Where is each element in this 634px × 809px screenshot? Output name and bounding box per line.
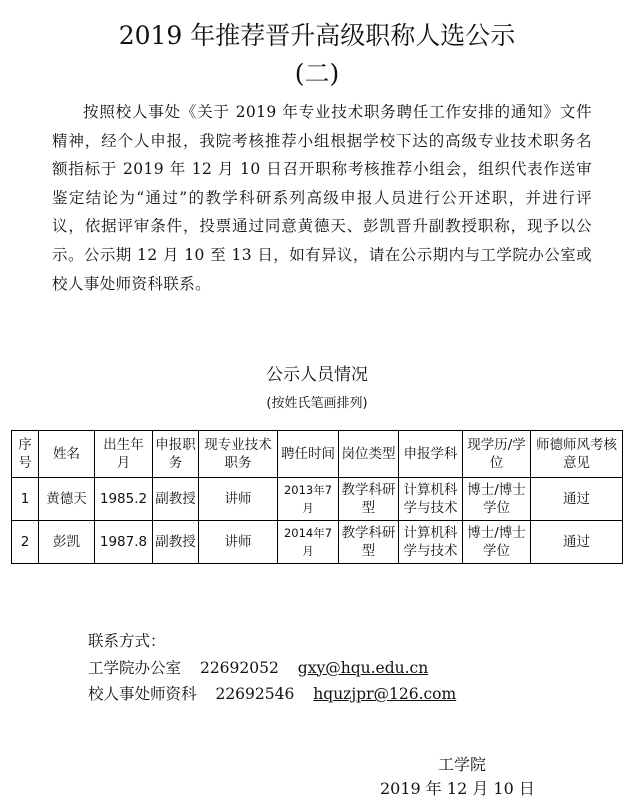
announcement-body <box>52 98 592 298</box>
contact-phone: 22692052 <box>199 658 279 677</box>
section-title: 公示人员情况 <box>266 365 368 385</box>
table-cell: 教学科研型 <box>339 478 399 521</box>
table-cell: 2 <box>12 521 39 564</box>
contact-name: 工学院办公室 <box>88 658 182 677</box>
table-cell: 2014年7月 <box>278 521 339 564</box>
header-cell: 聘任时间 <box>278 431 339 478</box>
contact-line-office <box>88 655 456 682</box>
table-cell: 教学科研型 <box>339 521 399 564</box>
section-note: (按姓氏笔画排列) <box>266 396 368 411</box>
contact-name: 校人事处师资科 <box>88 685 197 703</box>
signature-date: 2019 年 12 月 10 日 <box>380 779 535 798</box>
header-cell: 师德师风考核意见 <box>531 431 623 478</box>
contact-email-link[interactable]: gxy@hqu.edu.cn <box>297 658 429 677</box>
table-row <box>12 478 623 521</box>
header-cell: 出生年月 <box>95 431 153 478</box>
header-cell: 申报学科 <box>399 431 463 478</box>
table-header-row <box>12 431 623 478</box>
table-cell: 通过 <box>531 478 623 521</box>
table-cell: 1 <box>12 478 39 521</box>
signature-org: 工学院 <box>438 755 487 774</box>
table-cell: 讲师 <box>199 478 278 521</box>
header-cell: 现专业技术职务 <box>199 431 278 478</box>
table-cell: 副教授 <box>153 521 199 564</box>
header-cell: 岗位类型 <box>339 431 399 478</box>
announcement-paragraph: 按照校人事处《关于 2019 年专业技术职务聘任工作安排的通知》文件精神，经个人申报，我院考核推荐小组根据学校下达的高级专业技术职务名额指标于 2019 年 12 月 10 日召开职称考核推荐小组会，组织代表作送审鉴定结论为“通过”的教学科研系列高级申报人员进行公开述职，并进行评议，依据评审条件，投票通过同意黄德天、彭凯晋升副教授职称，现予以公示。公示期 12 月 10 至 13 日，如有异议，请在公示期内与工学院办公室或校人事处师资科联系。 <box>52 103 592 293</box>
table-row <box>12 521 623 564</box>
table-cell: 彭凯 <box>39 521 95 564</box>
contact-line-hr <box>88 681 456 708</box>
table-cell: 1985.2 <box>95 478 153 521</box>
table-cell: 计算机科学与技术 <box>399 478 463 521</box>
table-cell: 讲师 <box>199 521 278 564</box>
table-cell: 博士/博士学位 <box>463 478 531 521</box>
contact-label: 联系方式： <box>88 632 166 650</box>
table-cell: 黄德天 <box>39 478 95 521</box>
header-cell: 序号 <box>12 431 39 478</box>
contact-phone: 22692546 <box>215 685 295 703</box>
header-cell: 申报职务 <box>153 431 199 478</box>
document-title: 2019 年推荐晋升高级职称人选公示 <box>118 21 516 50</box>
table-cell: 2013年7月 <box>278 478 339 521</box>
header-cell: 姓名 <box>39 431 95 478</box>
contact-email-link[interactable]: hquzjpr@126.com <box>313 685 457 703</box>
table-cell: 通过 <box>531 521 623 564</box>
table-cell: 副教授 <box>153 478 199 521</box>
document-subtitle: (二) <box>294 59 340 88</box>
table-cell: 博士/博士学位 <box>463 521 531 564</box>
contact-block <box>88 628 456 708</box>
table-cell: 1987.8 <box>95 521 153 564</box>
header-cell: 现学历/学位 <box>463 431 531 478</box>
candidates-table <box>11 430 623 564</box>
table-cell: 计算机科学与技术 <box>399 521 463 564</box>
